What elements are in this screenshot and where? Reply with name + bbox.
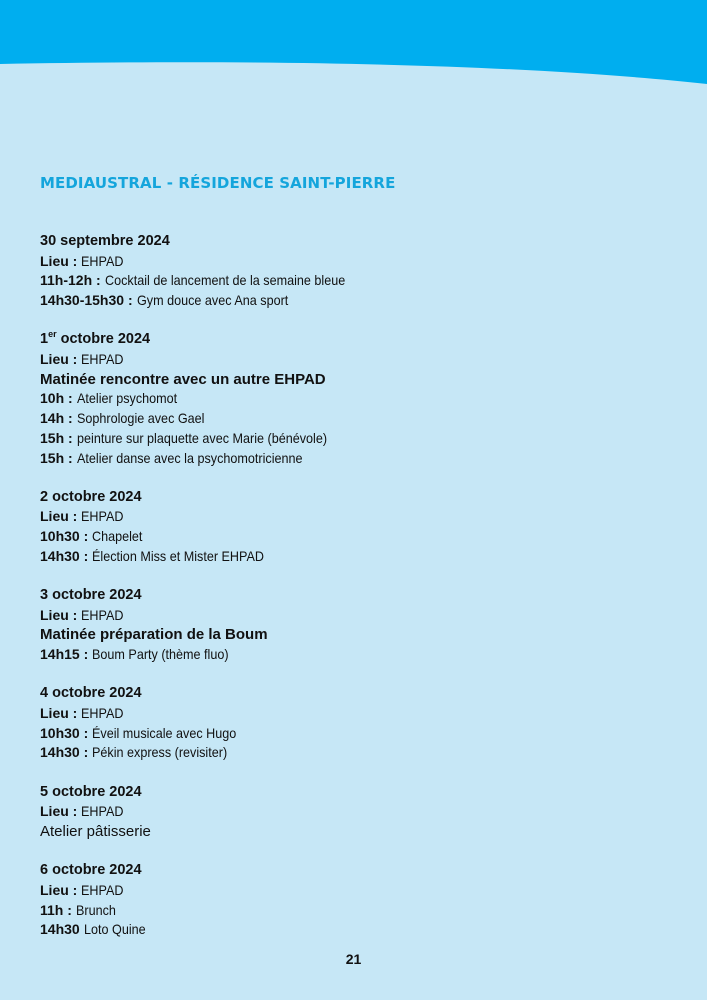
day-date: 5 octobre 2024 xyxy=(40,783,142,800)
event-line: 15h : Atelier danse avec la psychomotricienne xyxy=(40,449,303,466)
event-line: 14h30 : Pékin express (revisiter) xyxy=(40,744,228,761)
page-title: MEDIAUSTRAL - RÉSIDENCE SAINT-PIERRE xyxy=(40,174,396,192)
day-place: Lieu : EHPAD xyxy=(40,606,124,623)
day-block xyxy=(40,783,660,842)
day-block xyxy=(40,488,660,567)
day-activity: Atelier pâtisserie xyxy=(40,823,151,841)
event-line: 14h : Sophrologie avec Gael xyxy=(40,410,205,427)
event-line: 10h : Atelier psychomot xyxy=(40,390,177,407)
day-date: 30 septembre 2024 xyxy=(40,233,170,249)
event-line: 11h : Brunch xyxy=(40,901,116,918)
page-number: 21 xyxy=(345,951,362,967)
day-place: Lieu : EHPAD xyxy=(40,881,124,898)
day-block xyxy=(40,684,660,763)
day-block xyxy=(40,861,660,940)
event-line: 11h-12h : Cocktail de lancement de la semaine bleue xyxy=(40,272,345,289)
day-date: 1er octobre 2024 xyxy=(40,329,151,348)
day-date: 2 octobre 2024 xyxy=(40,488,142,505)
day-date: 3 octobre 2024 xyxy=(40,587,142,604)
event-line: 10h30 : Chapelet xyxy=(40,528,143,545)
day-block xyxy=(40,586,660,665)
day-place: Lieu : EHPAD xyxy=(40,803,124,820)
event-line: 10h30 : Éveil musicale avec Hugo xyxy=(40,724,237,741)
day-place: Lieu : EHPAD xyxy=(40,252,124,269)
day-block xyxy=(40,330,660,468)
day-place: Lieu : EHPAD xyxy=(40,705,124,722)
header-wave-banner xyxy=(0,0,707,90)
day-highlight: Matinée préparation de la Boum xyxy=(40,626,268,644)
day-highlight: Matinée rencontre avec un autre EHPAD xyxy=(40,370,326,388)
day-date: 4 octobre 2024 xyxy=(40,685,142,702)
day-date: 6 octobre 2024 xyxy=(40,862,142,879)
event-line: 14h30 Loto Quine xyxy=(40,921,146,938)
event-line: 15h : peinture sur plaquette avec Marie (bénévole) xyxy=(40,429,327,446)
day-block xyxy=(40,232,660,311)
event-line: 14h30 : Élection Miss et Mister EHPAD xyxy=(40,547,265,564)
schedule xyxy=(40,232,660,960)
day-place: Lieu : EHPAD xyxy=(40,508,124,525)
day-place: Lieu : EHPAD xyxy=(40,351,124,368)
event-line: 14h15 : Boum Party (thème fluo) xyxy=(40,646,229,663)
event-line: 14h30-15h30 : Gym douce avec Ana sport xyxy=(40,292,288,309)
